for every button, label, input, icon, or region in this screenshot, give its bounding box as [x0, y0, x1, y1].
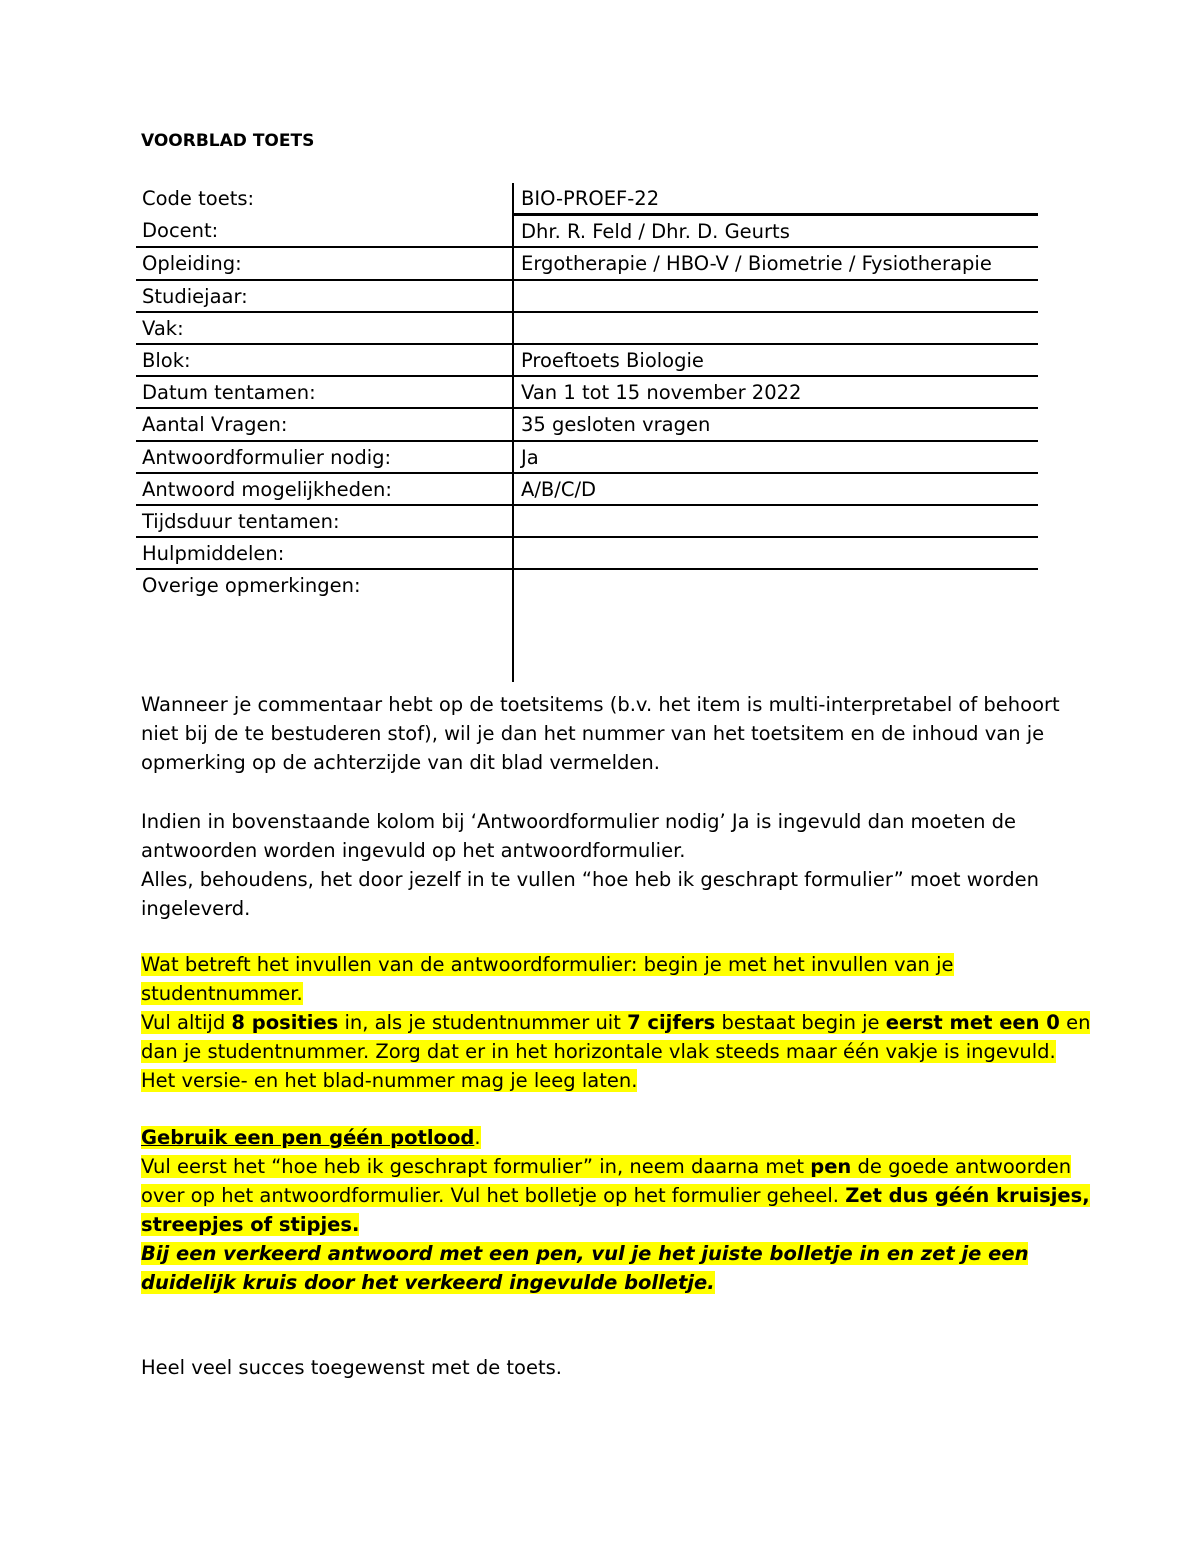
row-label: Hulpmiddelen: [136, 537, 513, 569]
answer-form-required-text: Indien in bovenstaande kolom bij ‘Antwoordformulier nodig’ Ja is ingevuld dan moeten de antwoorden worden ingevuld op het antwoordformulier. [141, 810, 1016, 862]
row-value [513, 505, 1038, 537]
student-number-instructions [141, 950, 1101, 1095]
closing-text: Heel veel succes toegewenst met de toets. [141, 1356, 562, 1379]
table-row [136, 473, 1038, 505]
row-label: Overige opmerkingen: [142, 574, 361, 598]
table-row [136, 441, 1038, 473]
table-row [136, 569, 1038, 682]
hand-in-text: Alles, behoudens, het door jezelf in te vullen “hoe heb ik geschrapt formulier” moet worden ingeleverd. [141, 868, 1040, 920]
table-row [136, 344, 1038, 376]
fill-in-text: Vul eerst het “hoe heb ik geschrapt formulier” in, neem daarna met pen de goede antwoorden over op het antwoordformulier. Vul het bolletje op het formulier geheel. Zet dus géén kruisjes, streepjes of stipjes. [141, 1155, 1090, 1236]
row-value: 35 gesloten vragen [513, 408, 1038, 440]
row-label: Code toets: [142, 187, 255, 210]
row-label: Aantal Vragen: [136, 408, 513, 440]
row-label: Studiejaar: [136, 280, 513, 312]
row-value [513, 537, 1038, 569]
eight-positions-text: Vul altijd 8 posities in, als je studentnummer uit 7 cijfers bestaat begin je eerst met een 0 en dan je studentnummer. Zorg dat er in het horizontale vlak steeds maar één vakje is ingevuld. [141, 1011, 1091, 1063]
table-row [136, 215, 1038, 248]
row-value [513, 312, 1038, 344]
wrong-answer-text: Bij een verkeerd antwoord met een pen, vul je het juiste bolletje in en zet je een duidelijk kruis door het verkeerd ingevulde bolletje. [141, 1242, 1029, 1294]
row-label: Blok: [136, 344, 513, 376]
version-number-text: Het versie- en het blad-nummer mag je leeg laten. [141, 1069, 638, 1092]
row-label: Opleiding: [136, 247, 513, 279]
pen-instructions [141, 1123, 1101, 1297]
student-number-intro: Wat betreft het invullen van de antwoordformulier: begin je met het invullen van je studentnummer. [141, 953, 954, 1005]
row-label: Antwoordformulier nodig: [136, 441, 513, 473]
table-row [136, 408, 1038, 440]
answer-form-instructions [141, 807, 1101, 923]
row-value [513, 280, 1038, 312]
row-value: Ergotherapie / HBO-V / Biometrie / Fysiotherapie [513, 247, 1038, 279]
table-row [136, 183, 1038, 215]
cover-table [136, 183, 1038, 682]
row-value: Proeftoets Biologie [513, 344, 1038, 376]
row-label: Docent: [136, 215, 513, 248]
table-row [136, 312, 1038, 344]
row-value: A/B/C/D [513, 473, 1038, 505]
table-row [136, 537, 1038, 569]
table-row [136, 280, 1038, 312]
row-value: BIO-PROEF-22 [513, 183, 1038, 215]
row-label: Vak: [136, 312, 513, 344]
table-row [136, 505, 1038, 537]
page-title: VOORBLAD TOETS [141, 131, 315, 151]
comment-instructions: Wanneer je commentaar hebt op de toetsitems (b.v. het item is multi-interpretabel of behoort niet bij de te bestuderen stof), wil je dan het nummer van het toetsitem en de inhoud van je opmerking op de achterzijde van dit blad vermelden. [141, 693, 1060, 774]
row-value: Dhr. R. Feld / Dhr. D. Geurts [513, 215, 1038, 248]
table-row [136, 376, 1038, 408]
row-label: Antwoord mogelijkheden: [136, 473, 513, 505]
row-value: Ja [513, 441, 1038, 473]
row-value: Van 1 tot 15 november 2022 [513, 376, 1038, 408]
table-row [136, 247, 1038, 279]
use-pen-text: Gebruik een pen géén potlood. [141, 1126, 481, 1149]
row-value [513, 569, 1038, 682]
row-label: Datum tentamen: [136, 376, 513, 408]
row-label: Tijdsduur tentamen: [136, 505, 513, 537]
